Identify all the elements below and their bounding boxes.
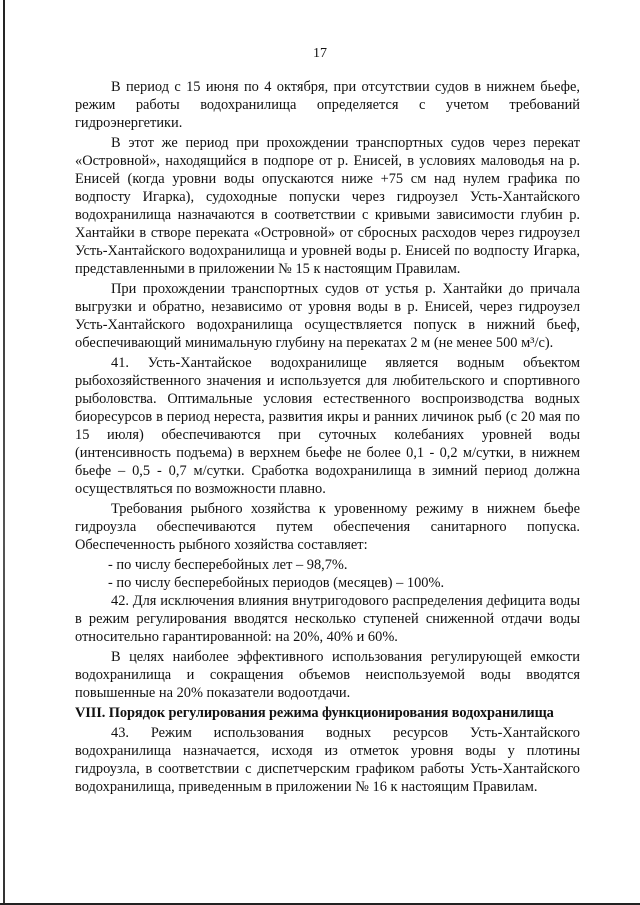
paragraph-41-fishery: 41. Усть-Хантайское водохранилище является водным объектом рыбохозяйственного значения и используется для любительского и спортивного рыболовства. Оптимальные условия естественного воспроизводства водных биоресурсов в период нереста, развития икры и ранних личинок рыб (с 20 мая по 15 июля) обеспечиваются при суточных колебаниях уровней воды (интенсивность подъема) в верхнем бьефе не более 0,1 - 0,2 м/сутки, в нижнем бьефе – 0,5 - 0,7 м/сутки. Сработка водохранилища в зимний период должна осуществляться по возможности плавно. <box>75 355 580 497</box>
section-title: VIII. Порядок регулирования режима функционирования водохранилища <box>75 705 554 721</box>
list-item-years: - по числу бесперебойных лет – 98,7%. <box>108 557 348 573</box>
paragraph-42-deficit: 42. Для исключения влияния внутригодового распределения дефицита воды в режим регулирования вводятся несколько ступеней сниженной отдачи воды относительно гарантированной: на 20%, 40% и 60%. <box>75 593 580 645</box>
paragraph-efficient-use: В целях наиболее эффективного использования регулирующей емкости водохранилища и сокращения объемов неиспользуемой воды вводятся повышенные на 20% показатели водоотдачи. <box>75 649 580 701</box>
paragraph-43-mode: 43. Режим использования водных ресурсов Усть-Хантайского водохранилища назначается, исходя из отметок уровня воды у плотины гидроузла, в соответствии с диспетчерским графиком работы Усть-Хантайского водохранилища, приведенным в приложении № 16 к настоящим Правилам. <box>75 725 580 795</box>
document-body <box>75 78 580 798</box>
paragraph-fishery-requirements: Требования рыбного хозяйства к уровенному режиму в нижнем бьефе гидроузла обеспечиваются путем обеспечения санитарного попуска. Обеспеченность рыбного хозяйства составляет: <box>75 501 580 553</box>
page-number: 17 <box>313 46 327 61</box>
paragraph-ostrovnoy-rift: В этот же период при прохождении транспортных судов через перекат «Островной», находящийся в подпоре от р. Енисей, в условиях маловодья на р. Енисей (когда уровни воды опускаются ниже +75 см над нулем графика по водпосту Игарка), судоходные попуски через гидроузел Усть-Хантайского водохранилища назначаются в соответствии с кривыми зависимости глубин р. Хантайки в створе переката «Островной» от сбросных расходов через гидроузел Усть-Хантайского водохранилища и уровней воды р. Енисей по водпосту Игарка, представленными в приложении № 15 к настоящим Правилам. <box>75 135 580 277</box>
paragraph-transport-vessels: При прохождении транспортных судов от устья р. Хантайки до причала выгрузки и обратно, независимо от уровня воды в р. Енисей, через гидроузел Усть-Хантайского водохранилища осуществляется попуск в нижний бьеф, обеспечивающий минимальную глубину на перекатах 2 м (не менее 500 м³/с). <box>75 281 580 351</box>
list-item-periods: - по числу бесперебойных периодов (месяцев) – 100%. <box>108 575 445 591</box>
scan-left-edge <box>3 0 5 905</box>
paragraph-hydropower-period: В период с 15 июня по 4 октября, при отсутствии судов в нижнем бьефе, режим работы водохранилища определяется с учетом требований гидроэнергетики. <box>75 79 580 131</box>
